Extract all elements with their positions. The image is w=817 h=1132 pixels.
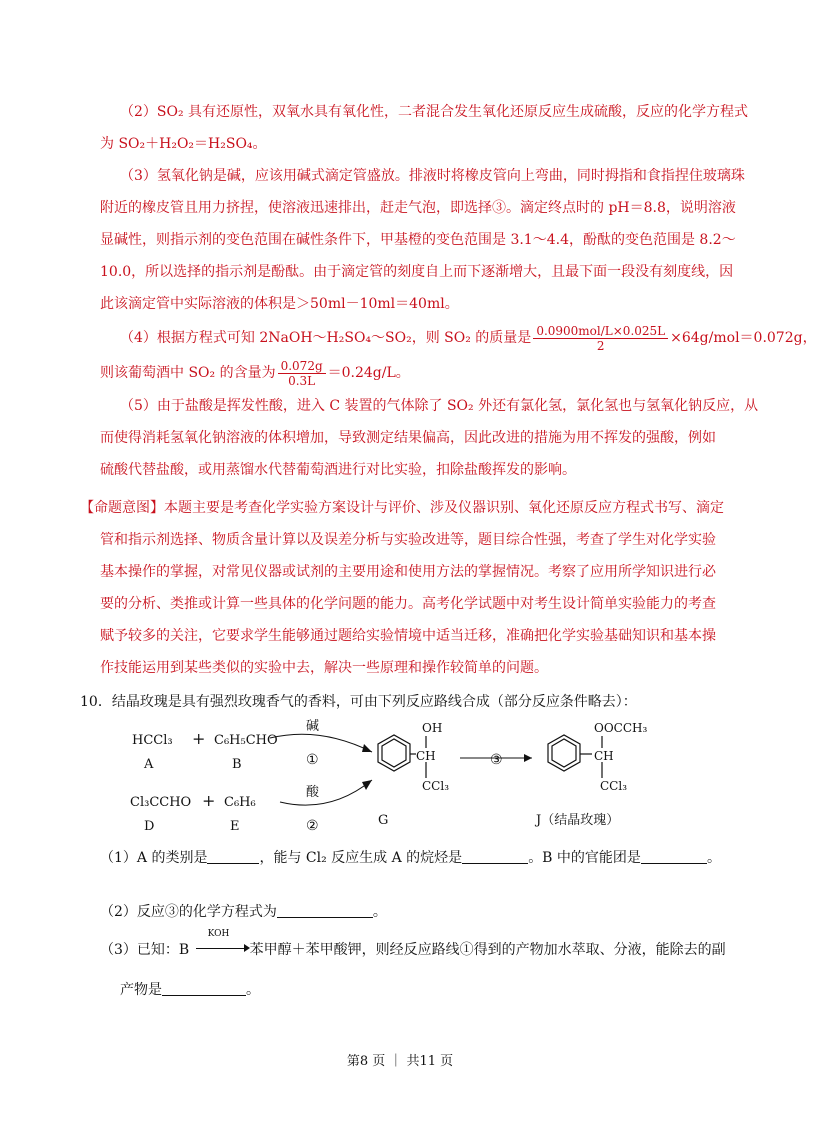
question-10-stem	[80, 686, 740, 718]
arrowhead-1	[362, 744, 372, 752]
condition-base: 碱	[306, 719, 320, 734]
fraction-denominator: 0.3L	[288, 373, 316, 388]
compound-b-label: B	[232, 757, 242, 772]
page-footer: 第8 页 ｜ 共11 页	[346, 1054, 454, 1069]
intent-section	[80, 492, 740, 684]
j-ester-group: OOCCH₃	[594, 721, 648, 735]
answer-blank-equation[interactable]	[277, 903, 373, 918]
answer-5-line-3: 硫酸代替盐酸，或用蒸馏水代替葡萄酒进行对比实验，扣除盐酸挥发的影响。	[100, 462, 576, 478]
fraction-numerator: 0.0900mol/L×0.025L	[533, 324, 668, 339]
intent-label: 【命题意图】	[80, 500, 164, 516]
answer-4-text-a: （4）根据方程式可知 2NaOH～H₂SO₄～SO₂，则 SO₂ 的质量是	[120, 330, 532, 346]
arrowhead-icon	[244, 944, 250, 952]
fraction-numerator: 0.072g	[278, 359, 326, 374]
compound-j-label: J（结晶玫瑰）	[536, 813, 620, 828]
benzene-ring-j-inner-icon	[552, 739, 576, 767]
subquestion-1	[100, 842, 740, 874]
subquestion-3-text-b: 苯甲醇＋苯甲酸钾，则经反应路线①得到的产物加水萃取、分液，能除去的副	[249, 942, 726, 958]
compound-e-formula: C₆H₆	[224, 795, 256, 810]
subquestion-3-text-a: （3）已知：B	[100, 942, 190, 958]
compound-a-formula: HCCl₃	[132, 733, 173, 748]
answer-4-text-b: ×64g/mol＝0.072g，	[670, 330, 817, 346]
compound-d-formula: Cl₃CCHO	[130, 795, 192, 810]
fraction-denominator: 2	[596, 338, 605, 353]
intent-text-1: 本题主要是考查化学实验方案设计与评价、涉及仪器识别、氧化还原反应方程式书写、滴定	[164, 500, 724, 516]
arrow-line	[196, 948, 244, 949]
benzene-ring-j-icon	[548, 735, 580, 771]
compound-e-label: E	[230, 819, 240, 834]
compound-a-label: A	[144, 757, 154, 772]
subquestion-3-text-c: 产物是	[120, 982, 162, 998]
subquestion-1-text-a: （1）A 的类别是	[100, 850, 208, 866]
answer-2-line-1: （2）SO₂ 具有还原性，双氧水具有氧化性，二者混合发生氧化还原反应生成硫酸，反应的化学方程式	[120, 104, 749, 120]
answer-blank-alkane[interactable]	[462, 849, 528, 864]
arrowhead-3	[524, 754, 532, 762]
answer-blank-byproduct[interactable]	[162, 981, 246, 996]
answer-5-line-1: （5）由于盐酸是挥发性酸，进入 C 装置的气体除了 SO₂ 外还有氯化氢，氯化氢也与氢氧化钠反应，从	[120, 398, 759, 414]
subquestion-2-text-a: （2）反应③的化学方程式为	[100, 904, 277, 920]
plus-sign-2: +	[202, 791, 216, 810]
koh-arrow	[194, 929, 250, 955]
reaction-scheme	[120, 718, 700, 838]
intent-line-3: 基本操作的掌握，对常见仪器或试剂的主要用途和使用方法的掌握情况。考察了应用所学知识进行必	[100, 564, 716, 580]
arrowhead-2	[362, 780, 372, 790]
benzene-ring-g-icon	[378, 735, 410, 771]
answer-3-line-4: 10.0，所以选择的指示剂是酚酞。由于滴定管的刻度自上而下逐渐增大，且最下面一段没有刻度线，因	[100, 264, 734, 280]
j-ccl3: CCl₃	[600, 779, 628, 793]
g-hydroxyl: OH	[422, 721, 443, 735]
arrow-route-2	[280, 780, 372, 805]
intent-line-6: 作技能运用到某些类似的实验中去，解决一些原理和操作较简单的问题。	[100, 660, 548, 676]
answer-2-line-2: 为 SO₂＋H₂O₂＝H₂SO₄。	[100, 136, 267, 152]
j-ch: CH	[594, 749, 614, 763]
answer-5-line-2: 而使得消耗氢氧化钠溶液的体积增加，导致测定结果偏高，因此改进的措施为用不挥发的强酸，例如	[100, 430, 716, 446]
subquestion-2	[100, 896, 740, 928]
arrow-route-1	[270, 734, 372, 752]
answer-4-text-d: ＝0.24g/L。	[327, 365, 410, 381]
answer-4-line-1	[100, 320, 817, 356]
intent-line-5: 赋予较多的关注，它要求学生能够通过题给实验情境中适当迁移，准确把化学实验基础知识和基本操	[100, 628, 716, 644]
step-1-label: ①	[306, 752, 319, 768]
answer-4-text-c: 则该葡萄酒中 SO₂ 的含量为	[100, 365, 276, 381]
intent-line-2: 管和指示剂选择、物质含量计算以及误差分析与实验改进等，题目综合性强，考查了学生对化学实验	[100, 532, 716, 548]
subquestion-1-text-d: 。	[706, 850, 721, 866]
subquestion-1-text-b: ，能与 Cl₂ 反应生成 A 的烷烃是	[259, 850, 463, 866]
compound-d-label: D	[144, 819, 155, 834]
answer-3-line-3: 显碱性，则指示剂的变色范围在碱性条件下，甲基橙的变色范围是 3.1～4.4，酚酞的变色范围是 8.2～	[100, 232, 736, 248]
step-3-label: ③	[490, 752, 503, 768]
answer-section	[100, 96, 817, 486]
plus-sign-1: +	[192, 729, 206, 748]
step-2-label: ②	[306, 818, 319, 834]
koh-condition: KOH	[207, 929, 230, 939]
answer-blank-a-class[interactable]	[207, 849, 259, 864]
g-ccl3: CCl₃	[422, 779, 450, 793]
subquestion-3	[100, 929, 740, 966]
answer-3-line-5: 此该滴定管中实际溶液的体积是＞50ml－10ml＝40ml。	[100, 296, 459, 312]
g-ch: CH	[416, 749, 436, 763]
subquestion-2-text-b: 。	[372, 904, 387, 920]
intent-line-1	[80, 492, 740, 524]
compound-g-label: G	[378, 813, 389, 828]
answer-blank-functional-group[interactable]	[641, 849, 707, 864]
question-10-stem-text: 10．结晶玫瑰是具有强烈玫瑰香气的香料，可由下列反应路线合成（部分反应条件略去）：	[80, 694, 637, 710]
question-10-subquestions	[100, 842, 740, 1006]
answer-3-line-1: （3）氢氧化钠是碱，应该用碱式滴定管盛放。排液时将橡皮管向上弯曲，同时拇指和食指捏住玻璃珠	[120, 168, 745, 184]
so2-mass-fraction	[533, 324, 668, 353]
answer-4-line-2	[100, 356, 740, 390]
compound-b-formula: C₆H₅CHO	[214, 733, 278, 748]
answer-3-line-2: 附近的橡皮管且用力挤捏，使溶液迅速排出，赶走气泡，即选择③。滴定终点时的 pH＝8.8，说明溶液	[100, 200, 736, 216]
condition-acid: 酸	[306, 785, 320, 800]
subquestion-3-text-d: 。	[246, 982, 260, 998]
subquestion-1-text-c: 。B 中的官能团是	[528, 850, 641, 866]
subquestion-3-line-2	[100, 974, 740, 1006]
benzene-ring-g-inner-icon	[382, 739, 406, 767]
intent-line-4: 要的分析、类推或计算一些具体的化学问题的能力。高考化学试题中对考生设计简单实验能力的考查	[100, 596, 716, 612]
so2-content-fraction	[278, 359, 326, 388]
